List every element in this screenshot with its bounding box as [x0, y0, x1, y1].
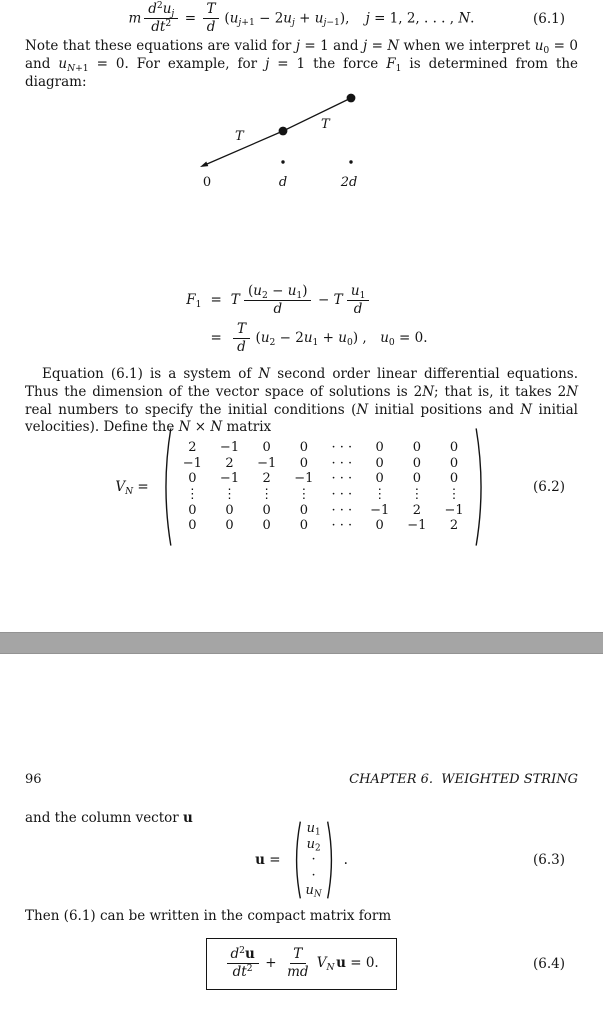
force-equation — [175, 280, 427, 359]
tension-label-2: T — [321, 117, 330, 132]
equilibrium-dot-2d — [349, 160, 352, 163]
page-number: 96 — [25, 772, 42, 787]
trailing-period: . — [343, 851, 348, 868]
page-header — [25, 772, 578, 787]
equation-tag-6-3: (6.3) — [532, 852, 565, 868]
right-paren-icon — [474, 426, 487, 548]
vector-lhs: u = — [255, 851, 281, 868]
page-separator — [0, 632, 603, 654]
force-lhs: $F_1$ — [186, 292, 202, 311]
equation-6-4-block — [0, 938, 603, 990]
equation-tag-6-2: (6.2) — [532, 479, 565, 495]
force-rhs-line-1: T $\frac{(u_2 - u_1)}{d}$ − T $\frac{u_1}{d}$ — [231, 292, 372, 308]
mass-dot-2 — [347, 94, 356, 103]
matrix-equation — [115, 426, 487, 548]
force-rhs-line-2: $\frac{T}{d}$ $(u_2 - 2u_1 + u_0)$ , $u_0 = 0$. — [231, 330, 428, 346]
force-equation-block — [0, 280, 603, 359]
equation-6-3-block — [0, 820, 603, 900]
equation-6-2-block — [0, 426, 603, 548]
equals-sign: = — [210, 329, 222, 346]
boxed-equation-frame — [206, 938, 396, 990]
equilibrium-dot-d — [281, 160, 284, 163]
force-equation-line-1 — [175, 284, 427, 318]
equation-tag-6-4: (6.4) — [532, 955, 565, 972]
right-paren-icon — [326, 820, 336, 900]
equation-6-1-block — [0, 2, 603, 36]
force-equation-line-2 — [175, 322, 427, 356]
string-diagram — [183, 84, 383, 196]
position-label-0: 0 — [202, 175, 212, 190]
paragraph-note: Note that these equations are valid for j = 1 and j = N when we interpret $u_0 = 0$ and $u_{N+1} = 0$. For example, for j = 1 the force $F_1$ is determined from the diagram: — [25, 38, 579, 90]
paragraph-column-vector: and the column vector u — [25, 810, 193, 826]
equation-tag-6-1: (6.1) — [532, 10, 565, 27]
paragraph-system: Equation (6.1) is a system of N second order linear differential equations. Thus the dimension of the vector space of solutions is 2N; that is, it takes 2N real numbers to specify the initial conditions (N initial positions and N initial velocities). Define the N × N matrix — [25, 366, 578, 436]
equation-6-4: $\frac{d^2u}{dt^2}$ + $\frac{T}{md}$ $V_N$ u = 0. — [224, 955, 378, 971]
vector-u-entries: $u_1$ $u_2$ · · $u_N$ — [305, 821, 322, 901]
position-label-2d: 2d — [340, 175, 358, 190]
left-paren-icon — [292, 820, 302, 900]
vector-equation — [255, 820, 348, 900]
equals-sign: = — [210, 292, 222, 309]
mass-dot-1 — [279, 127, 288, 136]
matrix-lhs: $V_N$ = — [115, 478, 149, 497]
paragraph-compact-form: Then (6.1) can be written in the compact matrix form — [25, 908, 392, 924]
tension-label-1: T — [235, 129, 244, 144]
left-paren-icon — [160, 426, 173, 548]
matrix-v-n: 2 −1 0 0 · · · 0 0 0 −1 2 −1 0 · · · 0 0 0 0 −1 2 −1 · · · 0 0 0 ⋮ ⋮ ⋮ ⋮ · · · ⋮ ⋮ ⋮ 0 0 0 0 · · · −1 2 −1 0 0 0 0 · · · 0 −1 2 — [182, 440, 464, 534]
chapter-running-head: CHAPTER 6. WEIGHTED STRING — [349, 772, 578, 787]
tension-arrowhead-icon — [200, 162, 208, 168]
equation-6-1: m $\frac{d^2u_j}{dt^2}$ = $\frac{T}{d}$ $(u_{j+1} - 2u_j + u_{j-1})$, j = 1, 2, . . . , N. — [128, 0, 475, 36]
position-label-d: d — [278, 175, 288, 190]
